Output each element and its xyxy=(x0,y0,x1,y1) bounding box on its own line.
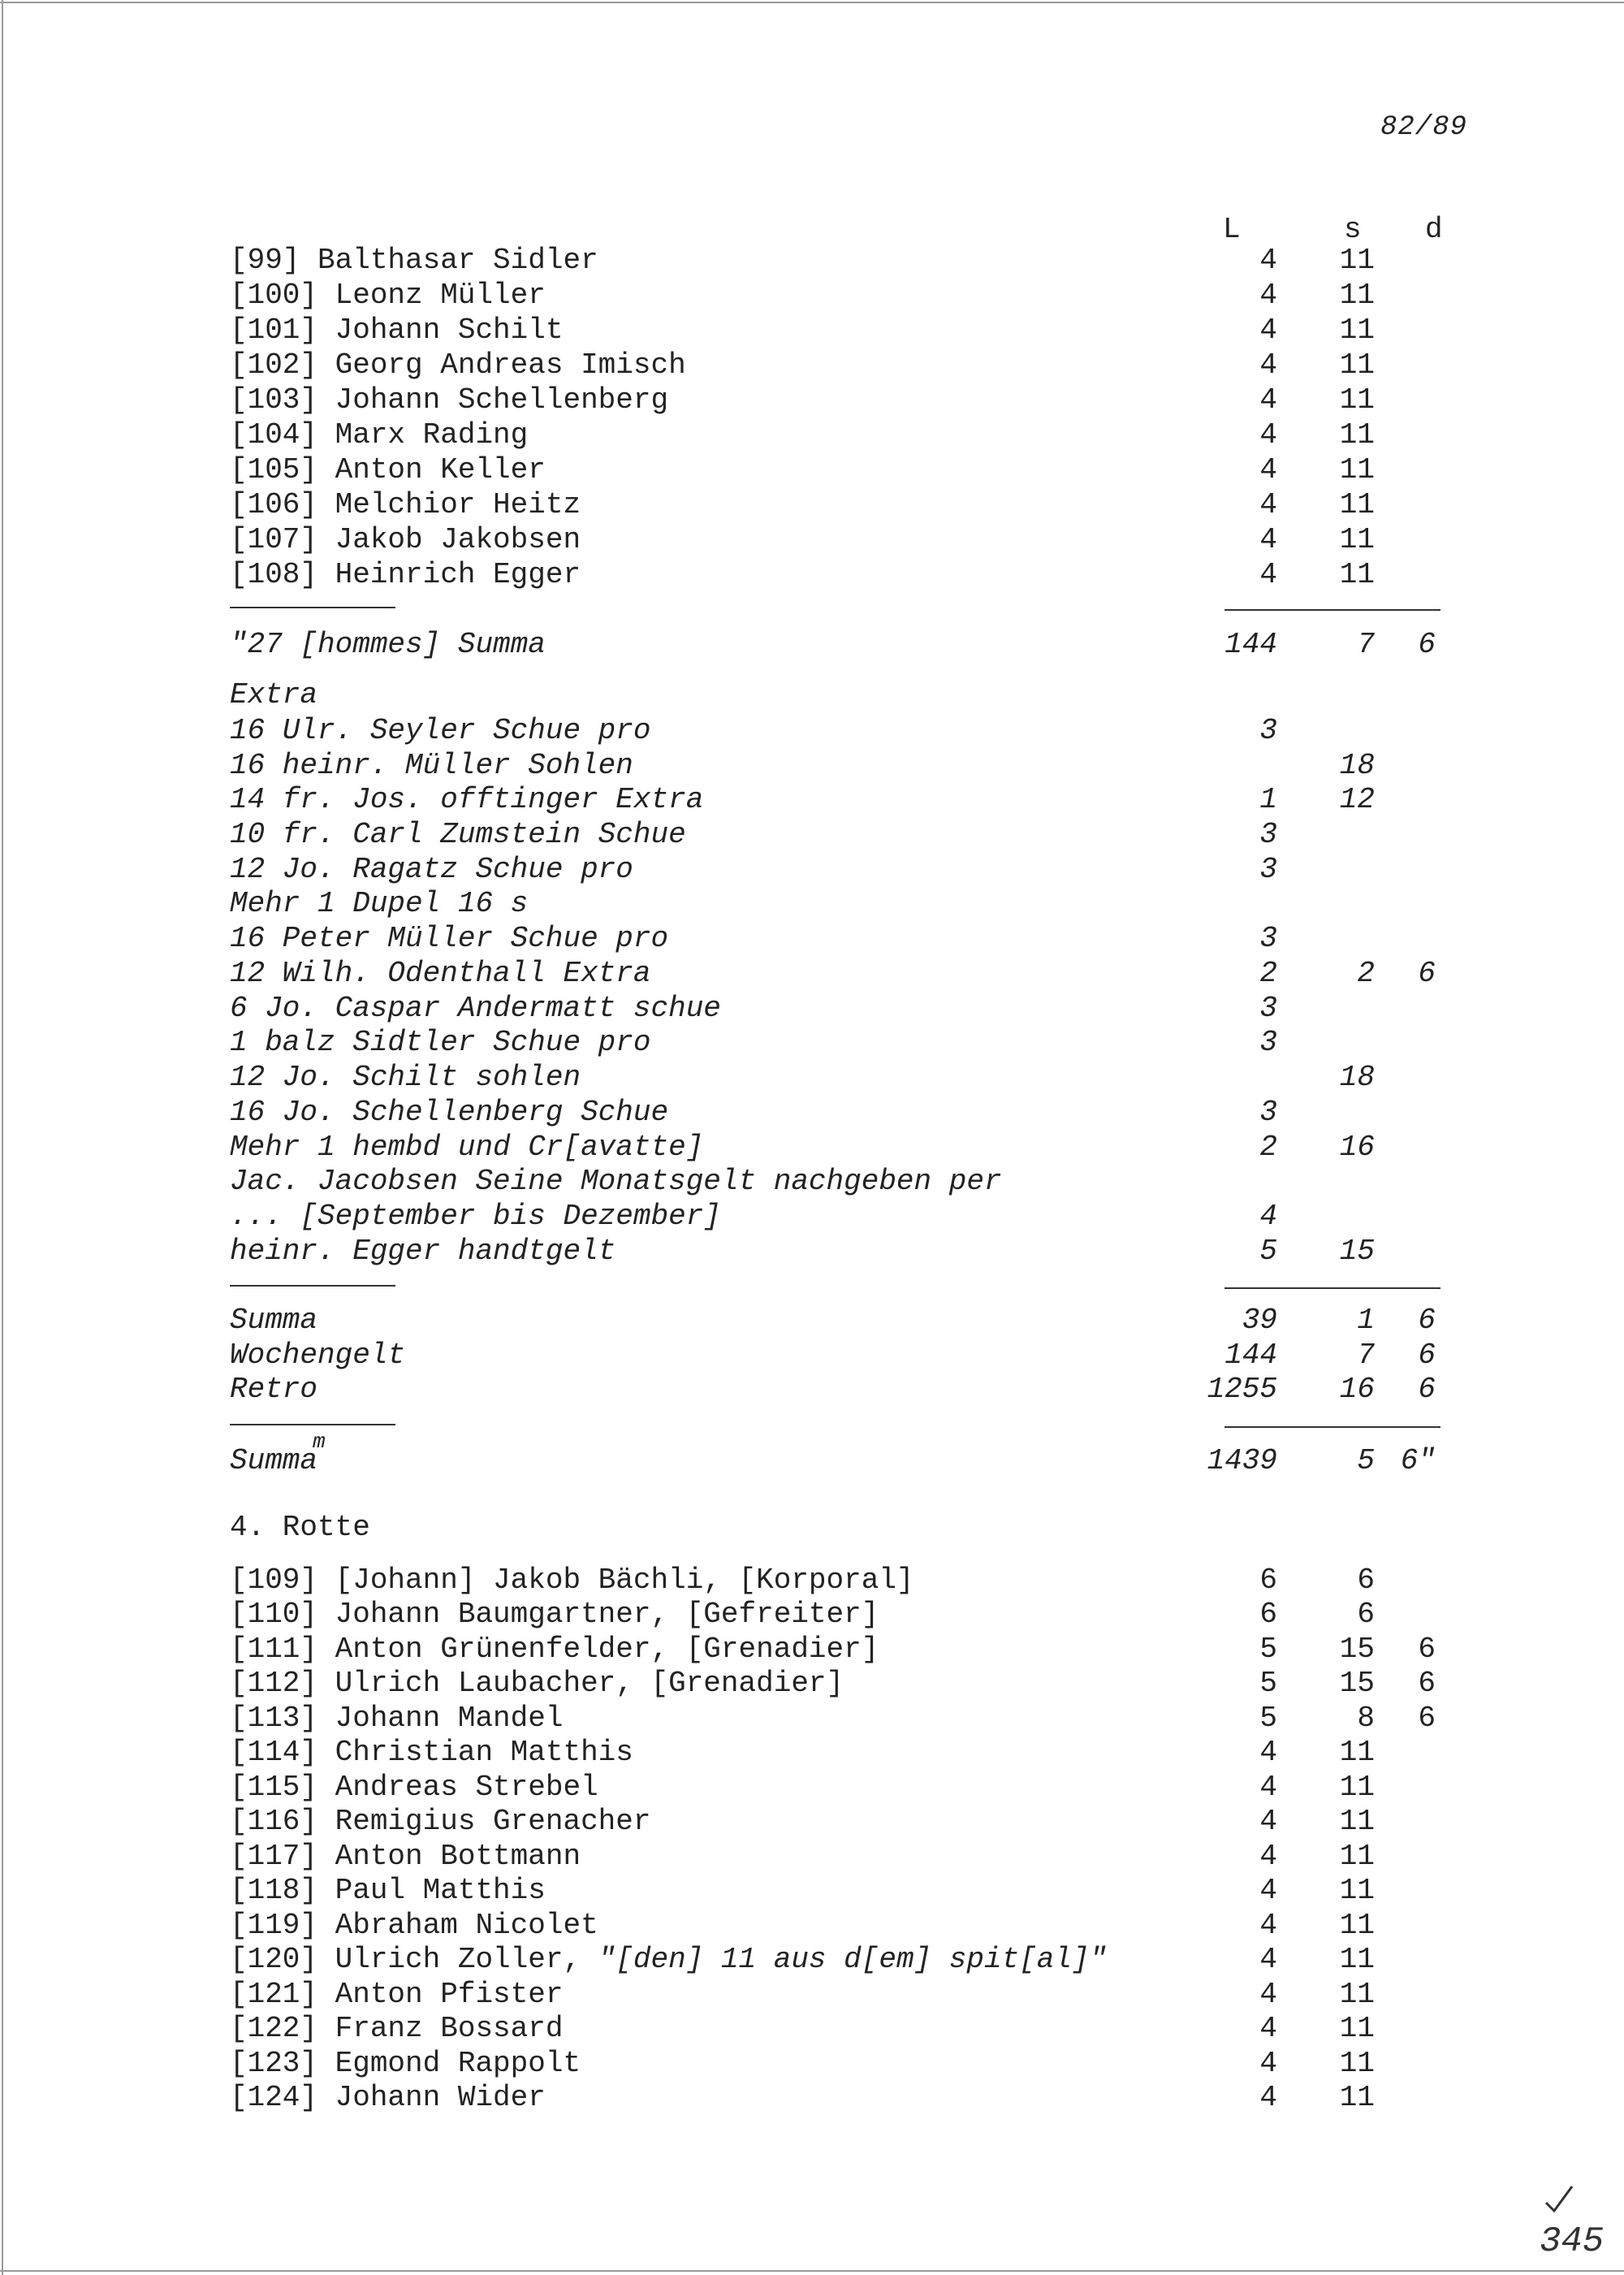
amount-shillings: 15 xyxy=(1339,1235,1375,1268)
roster-row xyxy=(0,1874,1624,1908)
roster-row xyxy=(0,314,1624,348)
amount-shillings: 11 xyxy=(1339,1909,1375,1942)
extra-text: Jac. Jacobsen Seine Monatsgelt nachgeben per xyxy=(230,1165,1002,1198)
amount-pounds: 4 xyxy=(1259,1736,1277,1769)
entry-name: [103] Johann Schellenberg xyxy=(230,383,669,417)
roster-row xyxy=(0,1943,1624,1977)
amount-pence: 6 xyxy=(1418,1339,1436,1372)
superscript-m: m xyxy=(313,1429,326,1454)
amount-shillings: 11 xyxy=(1339,1805,1375,1838)
amount-pounds: 3 xyxy=(1259,1026,1277,1059)
roster-row xyxy=(0,1633,1624,1667)
amount-pence: 6 xyxy=(1418,1373,1436,1406)
amount-pounds: 5 xyxy=(1259,1702,1277,1735)
entry-name: [105] Anton Keller xyxy=(230,453,546,487)
amount-pounds: 144 xyxy=(1224,628,1277,661)
amount-pounds: 3 xyxy=(1259,1096,1277,1129)
entry-name: [120] Ulrich Zoller, xyxy=(230,1943,581,1976)
amount-pence: 6 xyxy=(1418,957,1436,990)
amount-pence: 6 xyxy=(1418,1667,1436,1700)
total-label: Summa xyxy=(230,1304,318,1337)
entry-name: [113] Johann Mandel xyxy=(230,1702,564,1735)
entry-name: [104] Marx Rading xyxy=(230,418,529,452)
extra-row xyxy=(0,957,1624,991)
entry-name: [119] Abraham Nicolet xyxy=(230,1909,598,1942)
entry-name: [116] Remigius Grenacher xyxy=(230,1805,651,1838)
extra-text: 12 Jo. Ragatz Schue pro xyxy=(230,853,633,886)
roster-row xyxy=(0,453,1624,487)
amount-pounds: 4 xyxy=(1259,279,1277,312)
amount-pounds: 4 xyxy=(1259,1909,1277,1942)
extra-text: 6 Jo. Caspar Andermatt schue xyxy=(230,992,721,1025)
extra-row xyxy=(0,1235,1624,1269)
roster-row xyxy=(0,2047,1624,2081)
section-heading-rotte-4 xyxy=(0,1511,1624,1545)
roster-row xyxy=(0,1702,1624,1736)
extra-text: 16 Ulr. Seyler Schue pro xyxy=(230,714,651,747)
amount-shillings: 11 xyxy=(1339,2012,1375,2045)
entry-name: [102] Georg Andreas Imisch xyxy=(230,348,686,382)
amount-pounds: 6 xyxy=(1259,1564,1277,1597)
extra-text: 10 fr. Carl Zumstein Schue xyxy=(230,818,686,851)
amount-shillings: 11 xyxy=(1339,418,1375,452)
scan-edge-top xyxy=(0,2,1624,3)
divider-rule xyxy=(1224,1287,1440,1289)
extra-row xyxy=(0,749,1624,783)
extra-text: heinr. Egger handtgelt xyxy=(230,1235,616,1268)
page-number: 82/89 xyxy=(1380,112,1468,143)
amount-shillings: 8 xyxy=(1357,1702,1375,1735)
total-label: Retro xyxy=(230,1373,318,1406)
extra-text: 16 heinr. Müller Sohlen xyxy=(230,749,633,782)
extra-row xyxy=(0,992,1624,1026)
extra-row xyxy=(0,853,1624,887)
folio-stamp: 345 xyxy=(1540,2221,1605,2262)
entry-name: [99] Balthasar Sidler xyxy=(230,244,598,277)
extra-row xyxy=(0,1096,1624,1130)
amount-pounds: 4 xyxy=(1259,244,1277,277)
extra-text: 12 Wilh. Odenthall Extra xyxy=(230,957,651,990)
rotte-title: 4. Rotte xyxy=(230,1511,370,1544)
roster-row xyxy=(0,418,1624,452)
extra-row xyxy=(0,1061,1624,1095)
roster-row xyxy=(0,1909,1624,1943)
grand-total-row xyxy=(0,1444,1624,1478)
amount-pounds: 4 xyxy=(1259,1805,1277,1838)
amount-shillings: 11 xyxy=(1339,1736,1375,1769)
extra-row xyxy=(0,1200,1624,1234)
amount-pounds: 3 xyxy=(1259,853,1277,886)
amount-shillings: 11 xyxy=(1339,279,1375,312)
amount-shillings: 11 xyxy=(1339,1874,1375,1907)
roster-row xyxy=(0,1840,1624,1874)
amount-shillings: 11 xyxy=(1339,1771,1375,1804)
amount-shillings: 18 xyxy=(1339,1061,1375,1094)
extra-text: Mehr 1 hembd und Cr[avatte] xyxy=(230,1131,704,1164)
amount-pounds: 4 xyxy=(1259,1874,1277,1907)
amount-shillings: 7 xyxy=(1357,628,1375,661)
amount-shillings: 15 xyxy=(1339,1633,1375,1666)
amount-shillings: 11 xyxy=(1339,523,1375,556)
entry-name: [121] Anton Pfister xyxy=(230,1978,564,2011)
roster-row xyxy=(0,1598,1624,1632)
amount-pounds: 1 xyxy=(1259,783,1277,816)
roster-row xyxy=(0,1564,1624,1598)
entry-name: [122] Franz Bossard xyxy=(230,2012,564,2045)
amount-pounds: 4 xyxy=(1259,1840,1277,1873)
extra-row xyxy=(0,887,1624,921)
amount-shillings: 11 xyxy=(1339,383,1375,417)
amount-pounds: 4 xyxy=(1259,383,1277,417)
extra-text: ... [September bis Dezember] xyxy=(230,1200,721,1233)
amount-shillings: 11 xyxy=(1339,244,1375,277)
roster-row xyxy=(0,523,1624,557)
amount-pounds: 4 xyxy=(1259,1200,1277,1233)
extra-text: 1 balz Sidtler Schue pro xyxy=(230,1026,651,1059)
roster-row xyxy=(0,2012,1624,2046)
amount-shillings: 11 xyxy=(1339,314,1375,347)
column-header-pounds: L xyxy=(1223,213,1241,246)
extra-row xyxy=(0,922,1624,956)
amount-shillings: 11 xyxy=(1339,348,1375,382)
extra-text: 16 Jo. Schellenberg Schue xyxy=(230,1096,669,1129)
divider-rule xyxy=(1224,609,1440,611)
roster-row xyxy=(0,1978,1624,2012)
roster-row xyxy=(0,2081,1624,2115)
amount-pounds: 144 xyxy=(1224,1339,1277,1372)
amount-shillings: 11 xyxy=(1339,2047,1375,2080)
summa-hommes-row xyxy=(0,628,1624,662)
column-header-shillings: s xyxy=(1344,213,1362,246)
roster-row xyxy=(0,244,1624,278)
amount-shillings: 6 xyxy=(1357,1598,1375,1631)
amount-pounds: 4 xyxy=(1259,2081,1277,2114)
amount-shillings: 16 xyxy=(1339,1131,1375,1164)
summa-label: "27 [hommes] Summa xyxy=(230,628,546,661)
entry-name: [108] Heinrich Egger xyxy=(230,558,581,591)
entry-name: [117] Anton Bottmann xyxy=(230,1840,581,1873)
roster-row xyxy=(0,1771,1624,1805)
grand-total-label: Summa xyxy=(230,1444,318,1477)
amount-pounds: 3 xyxy=(1259,992,1277,1025)
entry-name: [107] Jakob Jakobsen xyxy=(230,523,581,556)
scan-edge-bottom xyxy=(0,2270,1624,2272)
extra-row xyxy=(0,1026,1624,1060)
amount-pounds: 2 xyxy=(1259,1131,1277,1164)
amount-pounds: 3 xyxy=(1259,714,1277,747)
entry-name: [112] Ulrich Laubacher, [Grenadier] xyxy=(230,1667,844,1700)
amount-pounds: 6 xyxy=(1259,1598,1277,1631)
entry-name: [118] Paul Matthis xyxy=(230,1874,546,1907)
amount-shillings: 7 xyxy=(1357,1339,1375,1372)
entry-name: [106] Melchior Heitz xyxy=(230,488,581,521)
amount-pounds: 4 xyxy=(1259,488,1277,521)
amount-shillings: 11 xyxy=(1339,1840,1375,1873)
total-row xyxy=(0,1339,1624,1373)
entry-name: [114] Christian Matthis xyxy=(230,1736,633,1769)
divider-rule xyxy=(1224,1426,1440,1428)
extra-heading: Extra xyxy=(230,678,318,711)
roster-row xyxy=(0,348,1624,383)
amount-pounds: 4 xyxy=(1259,1771,1277,1804)
amount-pounds: 5 xyxy=(1259,1235,1277,1268)
extra-row xyxy=(0,1131,1624,1165)
amount-pounds: 5 xyxy=(1259,1633,1277,1666)
amount-pounds: 3 xyxy=(1259,818,1277,851)
entry-name: [101] Johann Schilt xyxy=(230,314,564,347)
amount-pounds: 4 xyxy=(1259,1978,1277,2011)
extra-text: 16 Peter Müller Schue pro xyxy=(230,922,669,955)
amount-pounds: 4 xyxy=(1259,348,1277,382)
entry-name: [124] Johann Wider xyxy=(230,2081,546,2114)
entry-name: [111] Anton Grünenfelder, [Grenadier] xyxy=(230,1633,879,1666)
entry-name: [123] Egmond Rappolt xyxy=(230,2047,581,2080)
extra-row xyxy=(0,714,1624,748)
amount-pounds: 4 xyxy=(1259,558,1277,591)
amount-pounds: 1439 xyxy=(1207,1444,1277,1477)
amount-pounds: 4 xyxy=(1259,523,1277,556)
amount-shillings: 5 xyxy=(1357,1444,1375,1477)
amount-pounds: 2 xyxy=(1259,957,1277,990)
roster-row xyxy=(0,1667,1624,1701)
total-row xyxy=(0,1304,1624,1338)
roster-row xyxy=(0,1805,1624,1839)
extra-text: 12 Jo. Schilt sohlen xyxy=(230,1061,581,1094)
amount-pounds: 4 xyxy=(1259,418,1277,452)
amount-shillings: 16 xyxy=(1339,1373,1375,1406)
divider-rule xyxy=(230,607,395,608)
amount-pounds: 4 xyxy=(1259,2047,1277,2080)
amount-shillings: 11 xyxy=(1339,2081,1375,2114)
amount-pounds: 5 xyxy=(1259,1667,1277,1700)
roster-row xyxy=(0,1736,1624,1770)
amount-shillings: 12 xyxy=(1339,783,1375,816)
amount-pounds: 4 xyxy=(1259,453,1277,487)
extra-row xyxy=(0,818,1624,852)
section-heading-extra xyxy=(0,678,1624,712)
amount-pounds: 4 xyxy=(1259,1943,1277,1976)
amount-shillings: 6 xyxy=(1357,1564,1375,1597)
roster-row xyxy=(0,488,1624,522)
entry-name: [100] Leonz Müller xyxy=(230,279,546,312)
amount-shillings: 15 xyxy=(1339,1667,1375,1700)
total-row xyxy=(0,1373,1624,1407)
amount-pence: 6 xyxy=(1418,1304,1436,1337)
extra-text: 14 fr. Jos. offtinger Extra xyxy=(230,783,704,816)
column-header-pence: d xyxy=(1425,213,1443,246)
amount-shillings: 11 xyxy=(1339,1978,1375,2011)
amount-pounds: 39 xyxy=(1242,1304,1277,1337)
extra-row xyxy=(0,1165,1624,1199)
amount-pounds: 4 xyxy=(1259,2012,1277,2045)
amount-pence: 6" xyxy=(1400,1444,1436,1477)
amount-pence: 6 xyxy=(1418,628,1436,661)
divider-rule xyxy=(230,1424,395,1425)
entry-note: "[den] 11 aus d[em] spit[al]" xyxy=(581,1943,1108,1976)
roster-row xyxy=(0,279,1624,313)
entry-name: [110] Johann Baumgartner, [Gefreiter] xyxy=(230,1598,879,1631)
amount-shillings: 11 xyxy=(1339,453,1375,487)
entry-name: [109] [Johann] Jakob Bächli, [Korporal] xyxy=(230,1564,914,1597)
roster-row xyxy=(0,383,1624,417)
roster-row xyxy=(0,558,1624,592)
amount-shillings: 1 xyxy=(1357,1304,1375,1337)
amount-shillings: 11 xyxy=(1339,488,1375,521)
amount-pounds: 3 xyxy=(1259,922,1277,955)
entry-name: [115] Andreas Strebel xyxy=(230,1771,598,1804)
amount-shillings: 11 xyxy=(1339,558,1375,591)
total-label: Wochengelt xyxy=(230,1339,406,1372)
extra-text: Mehr 1 Dupel 16 s xyxy=(230,887,529,920)
amount-pence: 6 xyxy=(1418,1633,1436,1666)
checkmark-icon xyxy=(1543,2183,1575,2216)
amount-pounds: 1255 xyxy=(1207,1373,1277,1406)
extra-row xyxy=(0,783,1624,817)
amount-shillings: 11 xyxy=(1339,1943,1375,1976)
amount-shillings: 18 xyxy=(1339,749,1375,782)
amount-pounds: 4 xyxy=(1259,314,1277,347)
divider-rule xyxy=(230,1285,395,1287)
entry-name-with-note xyxy=(230,1943,1107,1977)
amount-shillings: 2 xyxy=(1357,957,1375,990)
amount-pence: 6 xyxy=(1418,1702,1436,1735)
